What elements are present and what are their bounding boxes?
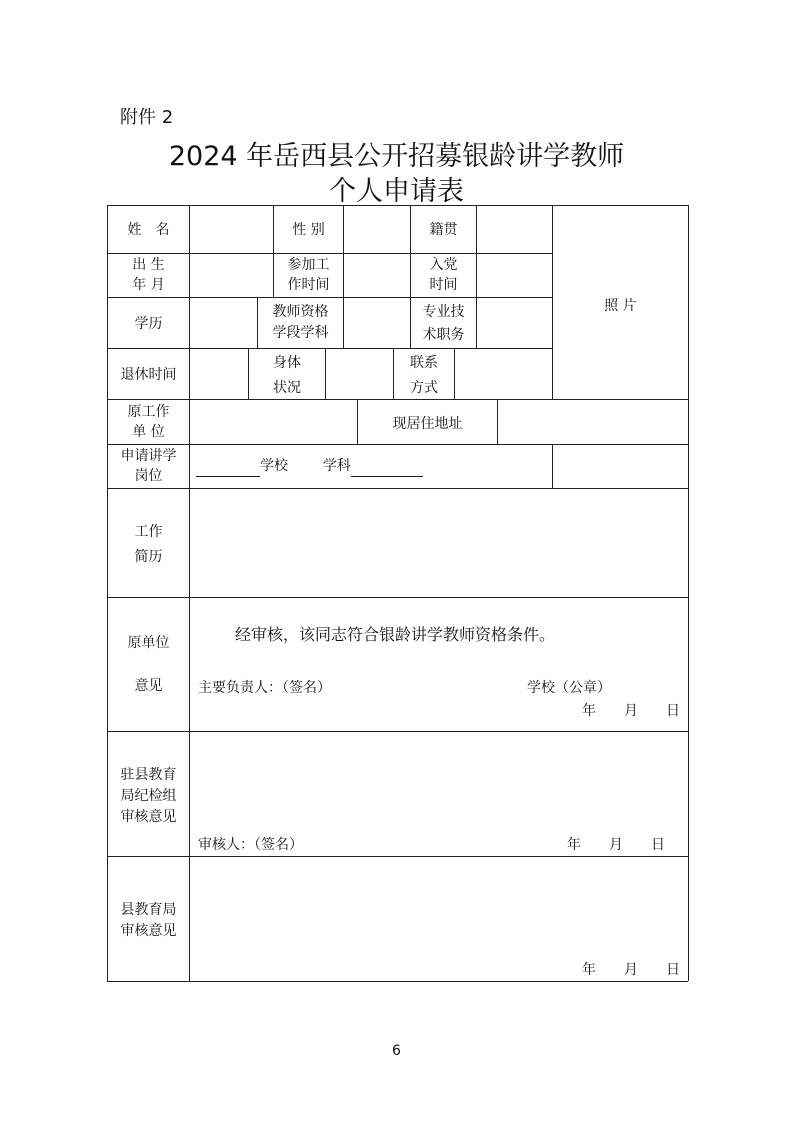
education-field[interactable]: [190, 298, 257, 348]
school-blank[interactable]: [196, 460, 260, 477]
contact-label-line-2: 方式: [410, 380, 438, 396]
work-start-label-line-2: 作时间: [287, 277, 330, 293]
address-label: 现居住地址: [392, 416, 463, 432]
discipline-label-line-1: 驻县教育: [120, 767, 177, 783]
work-start-field[interactable]: [344, 254, 410, 297]
resume-label-line-1: 工作: [134, 524, 163, 540]
form-title-line-2: 个人申请表: [329, 176, 464, 207]
retire-label: 退休时间: [120, 367, 177, 383]
principal-signature: 主要负责人：（签名）: [198, 680, 331, 696]
row-line: [107, 444, 688, 445]
subject-label: 学科: [322, 458, 351, 474]
name-field[interactable]: [190, 206, 273, 253]
discipline-date: 年 月 日: [567, 837, 665, 853]
former-unit-field[interactable]: [190, 400, 357, 444]
title-rank-label-line-2: 术职务: [422, 327, 465, 343]
county-date: 年 月 日: [582, 962, 680, 978]
resume-field[interactable]: [190, 489, 688, 597]
retire-field[interactable]: [190, 349, 248, 399]
health-field[interactable]: [326, 349, 393, 399]
former-unit-label-line-2: 单 位: [132, 424, 165, 440]
unit-opinion-label-line-2: 意见: [134, 678, 163, 694]
work-start-label-line-1: 参加工: [287, 257, 330, 273]
row-line: [107, 731, 688, 732]
county-label-line-2: 审核意见: [120, 923, 177, 939]
native-place-label: 籍贯: [429, 222, 458, 238]
qualification-label-line-2: 学段学科: [272, 325, 329, 341]
unit-opinion-label-line-1: 原单位: [127, 635, 170, 651]
gender-field[interactable]: [344, 206, 410, 253]
education-label: 学历: [134, 316, 163, 332]
school-seal: 学校（公章）: [527, 680, 611, 696]
photo-box[interactable]: [553, 206, 688, 399]
party-join-label-line-1: 入党: [429, 257, 458, 273]
native-place-field[interactable]: [477, 206, 552, 253]
gender-label: 性 别: [292, 222, 325, 238]
county-label-line-1: 县教育局: [120, 902, 177, 918]
qualification-label-line-1: 教师资格: [272, 304, 329, 320]
unit-opinion-date: 年 月 日: [582, 703, 680, 719]
reviewer-signature: 审核人：（签名）: [198, 837, 303, 853]
discipline-label-line-2: 局纪检组: [120, 788, 177, 804]
apply-post-label-line-1: 申请讲学: [120, 448, 177, 464]
apply-post-line: [196, 455, 423, 477]
qualification-field[interactable]: [344, 298, 410, 348]
row-line: [107, 597, 688, 598]
resume-label-line-2: 简历: [134, 549, 163, 565]
table-border-right: [688, 205, 689, 981]
name-label: 姓 名: [127, 222, 170, 238]
discipline-label-line-3: 审核意见: [120, 809, 177, 825]
title-rank-field[interactable]: [477, 298, 552, 348]
birth-field[interactable]: [190, 254, 273, 297]
title-rank-label-line-1: 专业技: [422, 304, 465, 320]
former-unit-label-line-1: 原工作: [127, 404, 170, 420]
health-label-line-2: 状况: [273, 380, 301, 396]
apply-post-label-line-2: 岗位: [134, 468, 163, 484]
unit-opinion-text: 经审核，该同志符合银龄讲学教师资格条件。: [235, 625, 556, 644]
row-line: [107, 856, 688, 857]
table-border-bottom: [107, 981, 688, 982]
health-label-line-1: 身体: [273, 355, 301, 371]
attachment-label: 附件 2: [120, 107, 174, 128]
school-suffix: 学校: [260, 458, 288, 474]
photo-label: 照 片: [604, 298, 637, 314]
party-join-label-line-2: 时间: [429, 277, 458, 293]
subject-blank[interactable]: [351, 460, 423, 477]
col-line: [552, 444, 553, 488]
party-join-field[interactable]: [477, 254, 552, 297]
contact-label-line-1: 联系: [410, 355, 438, 371]
page-number: 6: [392, 1043, 401, 1059]
birth-label-line-2: 年 月: [132, 277, 165, 293]
contact-field[interactable]: [455, 349, 552, 399]
col-line: [189, 444, 190, 488]
address-field[interactable]: [498, 400, 688, 444]
birth-label-line-1: 出 生: [132, 257, 165, 273]
form-title-line-1: 2024 年岳西县公开招募银龄讲学教师: [168, 141, 625, 172]
